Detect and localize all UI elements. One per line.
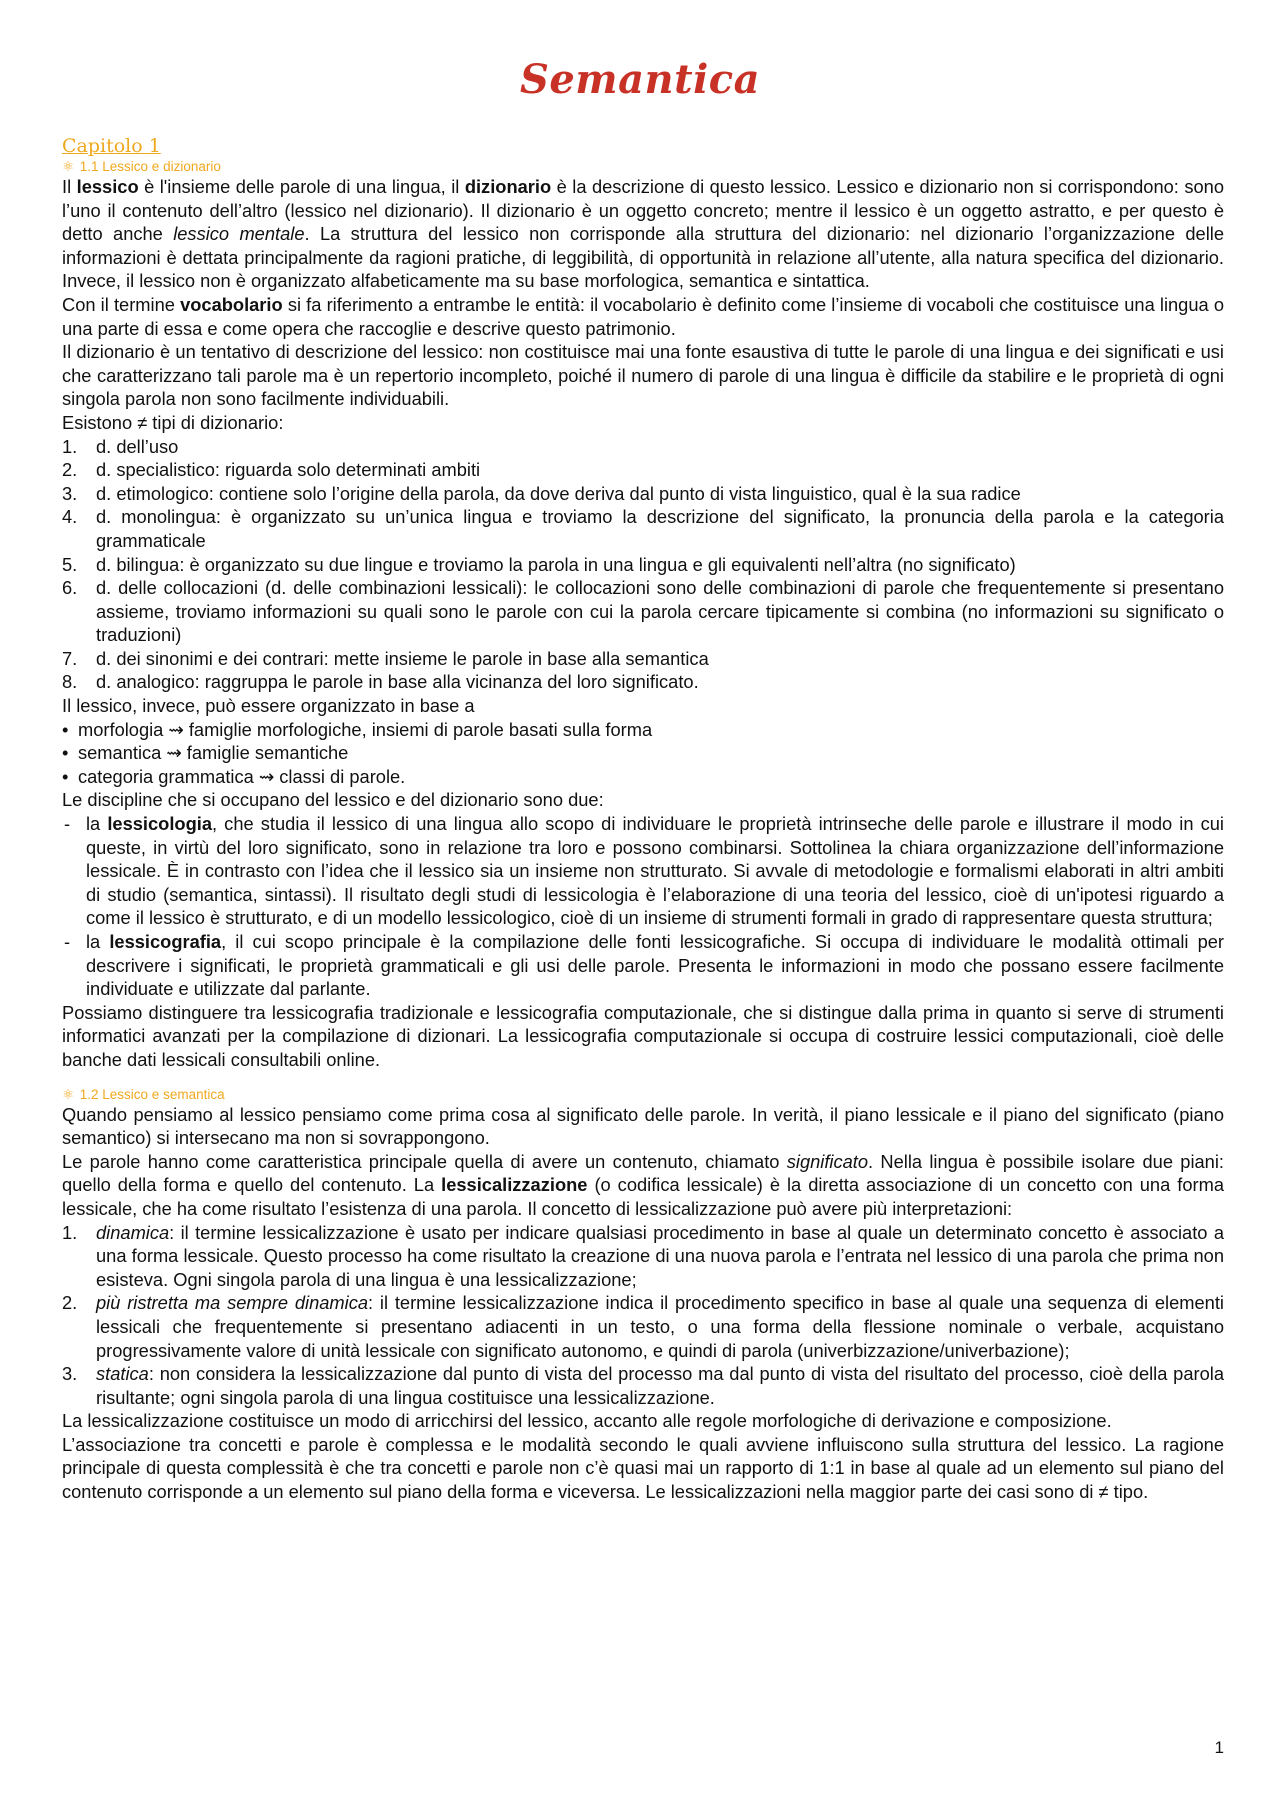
disciplines-list — [62, 812, 1224, 1001]
list-item-text — [86, 813, 1224, 928]
list-item — [62, 1362, 1224, 1409]
list-item — [62, 482, 1224, 506]
list-item-text — [96, 1363, 1224, 1408]
bullet-icon: • — [62, 765, 69, 787]
paragraph: Possiamo distinguere tra lessicografia tradizionale e lessicografia computazionale, che si distingue dalla prima in quanto si serve di strumenti informatici avanzati per la compilazione di dizionari. La lessicografia computazionale si occupa di costruire lessici computazionali, cioè delle banche dati lessicali consultabili online. — [62, 1001, 1224, 1070]
list-item — [62, 647, 1224, 671]
interpretations-list — [62, 1221, 1224, 1410]
list-item-text — [86, 931, 1224, 999]
bold-term: lessico — [76, 176, 139, 197]
list-item-text: d. bilingua: è organizzato su due lingue e troviamo la parola in una lingua e gli equivalenti nell’altra (no significato) — [96, 553, 1016, 575]
text-run: . La struttura del lessico non corrisponde alla struttura del dizionario: nel dizionario l’organizzazione delle informazioni è dettata principalmente da ragioni pratiche, di leggibilità, di opportunità in relazione all’utente, alla natura specifica del dizionario. Invece, il lessico non è organizzato alfabeticamente ma su base morfologica, semantica e sintattica. — [62, 223, 1224, 292]
list-number: 1. — [62, 435, 78, 457]
list-number: 3. — [62, 1363, 78, 1385]
text-run: Le parole hanno come caratteristica principale quella di avere un contenuto, chiamato — [62, 1150, 787, 1172]
text-run: la — [86, 813, 108, 835]
text-run: , il cui scopo principale è la compilazione delle fonti lessicografiche. Si occupa di individuare le modalità ottimali per descrivere i significati, le proprietà grammaticali e gli usi delle parole. Presenta le informazioni in modo che possano essere facilmente individuate e utilizzate dal parlante. — [86, 931, 1224, 1000]
paragraph: Il lessico, invece, può essere organizzato in base a — [62, 695, 475, 717]
text-run: Con il termine — [62, 293, 181, 315]
list-number: 2. — [62, 1292, 78, 1314]
list-item — [62, 576, 1224, 647]
text-run: : non considera la lessicalizzazione dal punto di vista del processo ma dal punto di vista del risultato del processo, cioè della parola risultante; ogni singola parola di una lingua costituisce una lessicalizzazione. — [96, 1363, 1224, 1408]
paragraph: Le discipline che si occupano del lessico e del dizionario sono due: — [62, 789, 604, 811]
section-bullet-icon: ⚛ — [62, 1086, 75, 1102]
list-item-text: d. monolingua: è organizzato su un’unica lingua e troviamo la descrizione del significato, la pronuncia della parola e la categoria grammaticale — [96, 506, 1224, 551]
section-heading-2 — [62, 1086, 1224, 1103]
list-item-text: morfologia ⇝ famiglie morfologiche, insiemi di parole basati sulla forma — [78, 718, 653, 740]
text-run: si fa riferimento a entrambe le entità: il vocabolario è definito come l’insieme di vocaboli che costituisce una lingua o una parte di essa e come opera che raccoglie e descrive questo patrimonio. — [62, 293, 1224, 339]
bold-term: lessicografia — [109, 931, 222, 952]
text-run: . Nella lingua è possibile isolare due piani: quello della forma e quello del contenuto. La — [62, 1150, 1224, 1196]
list-number: 7. — [62, 647, 78, 669]
text-run: è l'insieme delle parole di una lingua, il — [138, 176, 465, 197]
italic-term: dinamica — [96, 1221, 170, 1243]
bold-term: lessicologia — [107, 813, 212, 835]
paragraph — [62, 1150, 1224, 1221]
paragraph: L’associazione tra concetti e parole è complessa e le modalità secondo le quali avviene influiscono sulla struttura del lessico. La ragione principale di questa complessità è che tra concetti e parole non c’è quasi mai un rapporto di 1:1 in base al quale ad un elemento sul piano del contenuto corrisponde a un elemento sul piano della forma e viceversa. Le lessicalizzazioni nella maggior parte dei casi sono di ≠ tipo. — [62, 1433, 1224, 1503]
text-run: la — [86, 931, 110, 952]
bullet-icon: • — [62, 718, 69, 740]
list-item-text: d. dei sinonimi e dei contrari: mette insieme le parole in base alla semantica — [96, 647, 709, 669]
organization-list — [62, 718, 1224, 789]
bold-term: vocabolario — [180, 293, 283, 315]
paragraph: La lessicalizzazione costituisce un modo di arricchirsi del lessico, accanto alle regole morfologiche di derivazione e composizione. — [62, 1410, 1112, 1432]
list-item-text: d. etimologico: contiene solo l’origine della parola, da dove deriva dal punto di vista linguistico, qual è la sua radice — [96, 482, 1021, 504]
section-heading-1 — [62, 158, 1224, 175]
page-number: 1 — [1214, 1738, 1224, 1757]
list-item — [62, 670, 1224, 694]
list-item: - la lessicologia, che studia il lessico di una lingua allo scopo di individuare le proprietà intrinseche delle parole e illustrare il modo in cui queste, in virtù del loro significato, sono in relazione tra loro e possono combinarsi. Sottolinea la chiara organizzazione dell’informazione lessicale. È in contrasto con l’idea che il lessico sia un insieme non strutturato. Si avvale di metodologie e formalismi elaborati in altri ambiti di studio (semantica, sintassi). Il risultato degli studi di lessicologia è l’elaborazione di una teoria del lessico, cioè di un'ipotesi riguardo a come il lessico è strutturato, e di un modello lessicologico, cioè di un insieme di strumenti formali in grado di rappresentare questa struttura; — [64, 813, 1224, 929]
list-number: 3. — [62, 482, 78, 504]
italic-term: più ristretta ma sempre dinamica — [96, 1292, 369, 1314]
list-number: 5. — [62, 553, 78, 575]
list-number: 6. — [62, 577, 78, 599]
list-number: 2. — [62, 459, 78, 481]
text-run: : il termine lessicalizzazione indica il procedimento specifico in base al quale una sequenza di elementi lessicali che frequentemente si presentano adiacenti in un testo, o una forma della flessione nominale o verbale, acquistano progressivamente valore di unità lessicale con significato autonomo, e quindi di parola (univerbizzazione/univerbazione); — [96, 1292, 1224, 1361]
list-number: 1. — [62, 1221, 78, 1243]
document-body — [62, 134, 1224, 1504]
list-item — [62, 765, 1224, 789]
list-item — [62, 718, 1224, 742]
list-item — [62, 458, 1224, 482]
list-item — [62, 1221, 1224, 1292]
paragraph: Il dizionario è un tentativo di descrizione del lessico: non costituisce mai una fonte esaustiva di tutte le parole di una lingua e dei significati e usi che caratterizzano tali parole ma è un repertorio incompleto, poiché il numero di parole di una lingua è difficile da stabilire e le proprietà di ogni singola parola non sono facilmente individuabili. — [62, 341, 1224, 410]
page-title: Semantica — [519, 56, 761, 103]
text-run: Il — [62, 176, 77, 197]
bullet-icon: • — [62, 742, 69, 764]
paragraph — [62, 293, 1224, 340]
italic-term: statica — [96, 1363, 149, 1385]
list-number: 8. — [62, 671, 78, 693]
text-run: (o codifica lessicale) è la diretta associazione di un concetto con una forma lessicale, che ha come risultato l’esistenza di una parola. Il concetto di lessicalizzazione può avere più interpretazioni: — [62, 1174, 1224, 1219]
list-item — [62, 505, 1224, 552]
paragraph: Quando pensiamo al lessico pensiamo come prima cosa al significato delle parole. In verità, il piano lessicale e il piano del significato (piano semantico) si intersecano ma non si sovrappongono. — [62, 1103, 1224, 1149]
paragraph — [62, 175, 1224, 293]
list-number: 4. — [62, 506, 78, 528]
list-item-text: d. dell’uso — [96, 435, 179, 457]
text-run: è la descrizione di questo lessico. Lessico e dizionario non si corrispondono: sono l’uno il contenuto dell’altro (lessico nel dizionario). Il dizionario è un oggetto concreto; mentre il lessico è un oggetto astratto, e per questo è detto anche — [62, 176, 1224, 245]
list-item-text: d. specialistico: riguarda solo determinati ambiti — [96, 459, 481, 481]
list-item-text: categoria grammatica ⇝ classi di parole. — [78, 765, 406, 787]
paragraph: Esistono ≠ tipi di dizionario: — [62, 411, 284, 433]
section-heading-text: 1.1 Lessico e dizionario — [79, 159, 221, 174]
text-run: , che studia il lessico di una lingua allo scopo di individuare le proprietà intrinseche delle parole e illustrare il modo in cui queste, in virtù del loro significato, sono in relazione tra loro e possono combinarsi. Sottolinea la chiara organizzazione dell’informazione lessicale. È in contrasto con l’idea che il lessico sia un insieme non strutturato. Si avvale di metodologie e formalismi elaborati in altri ambiti di studio (semantica, sintassi). Il risultato degli studi di lessicologia è l’elaborazione di una teoria del lessico, cioè di un'ipotesi riguardo a come il lessico è strutturato, e di un modello lessicologico, cioè di un insieme di strumenti formali in grado di rappresentare questa struttura; — [86, 813, 1224, 929]
list-item-text: d. delle collocazioni (d. delle combinazioni lessicali): le collocazioni sono delle combinazioni di parole che frequentemente si presentano assieme, troviamo informazioni su quali sono le parole con cui la parola cercare tipicamente si combina (no informazioni su significato o traduzioni) — [96, 577, 1224, 646]
dictionary-types-list — [62, 435, 1224, 695]
chapter-heading: Capitolo 1 — [62, 135, 161, 157]
italic-term: significato — [786, 1150, 869, 1172]
list-item — [62, 435, 1224, 459]
italic-term: lessico mentale — [173, 223, 305, 245]
bold-term: lessicalizzazione — [441, 1174, 588, 1196]
list-item-text — [96, 1222, 1224, 1290]
bold-term: dizionario — [464, 176, 552, 197]
text-run: : il termine lessicalizzazione è usato per indicare qualsiasi procedimento in base al quale un determinato concetto è associato a una forma lessicale. Questo processo ha come risultato la creazione di una nuova parola e l’entrata nel lessico di una parola che prima non esisteva. Ogni singola parola di una lingua è una lessicalizzazione; — [96, 1221, 1224, 1290]
list-item — [62, 1291, 1224, 1362]
list-item — [62, 553, 1224, 577]
list-item-text: d. analogico: raggruppa le parole in base alla vicinanza del loro significato. — [96, 671, 699, 693]
list-item: - la lessicografia, il cui scopo principale è la compilazione delle fonti lessicografiche. Si occupa di individuare le modalità ottimali per descrivere i significati, le proprietà grammaticali e gli usi delle parole. Presenta le informazioni in modo che possano essere facilmente individuate e utilizzate dal parlante. — [64, 931, 1224, 1000]
section-bullet-icon: ⚛ — [62, 159, 75, 174]
list-item — [62, 741, 1224, 765]
list-item-text: semantica ⇝ famiglie semantiche — [78, 742, 349, 764]
list-item-text — [96, 1292, 1224, 1360]
section-heading-text: 1.2 Lessico e semantica — [79, 1086, 225, 1102]
